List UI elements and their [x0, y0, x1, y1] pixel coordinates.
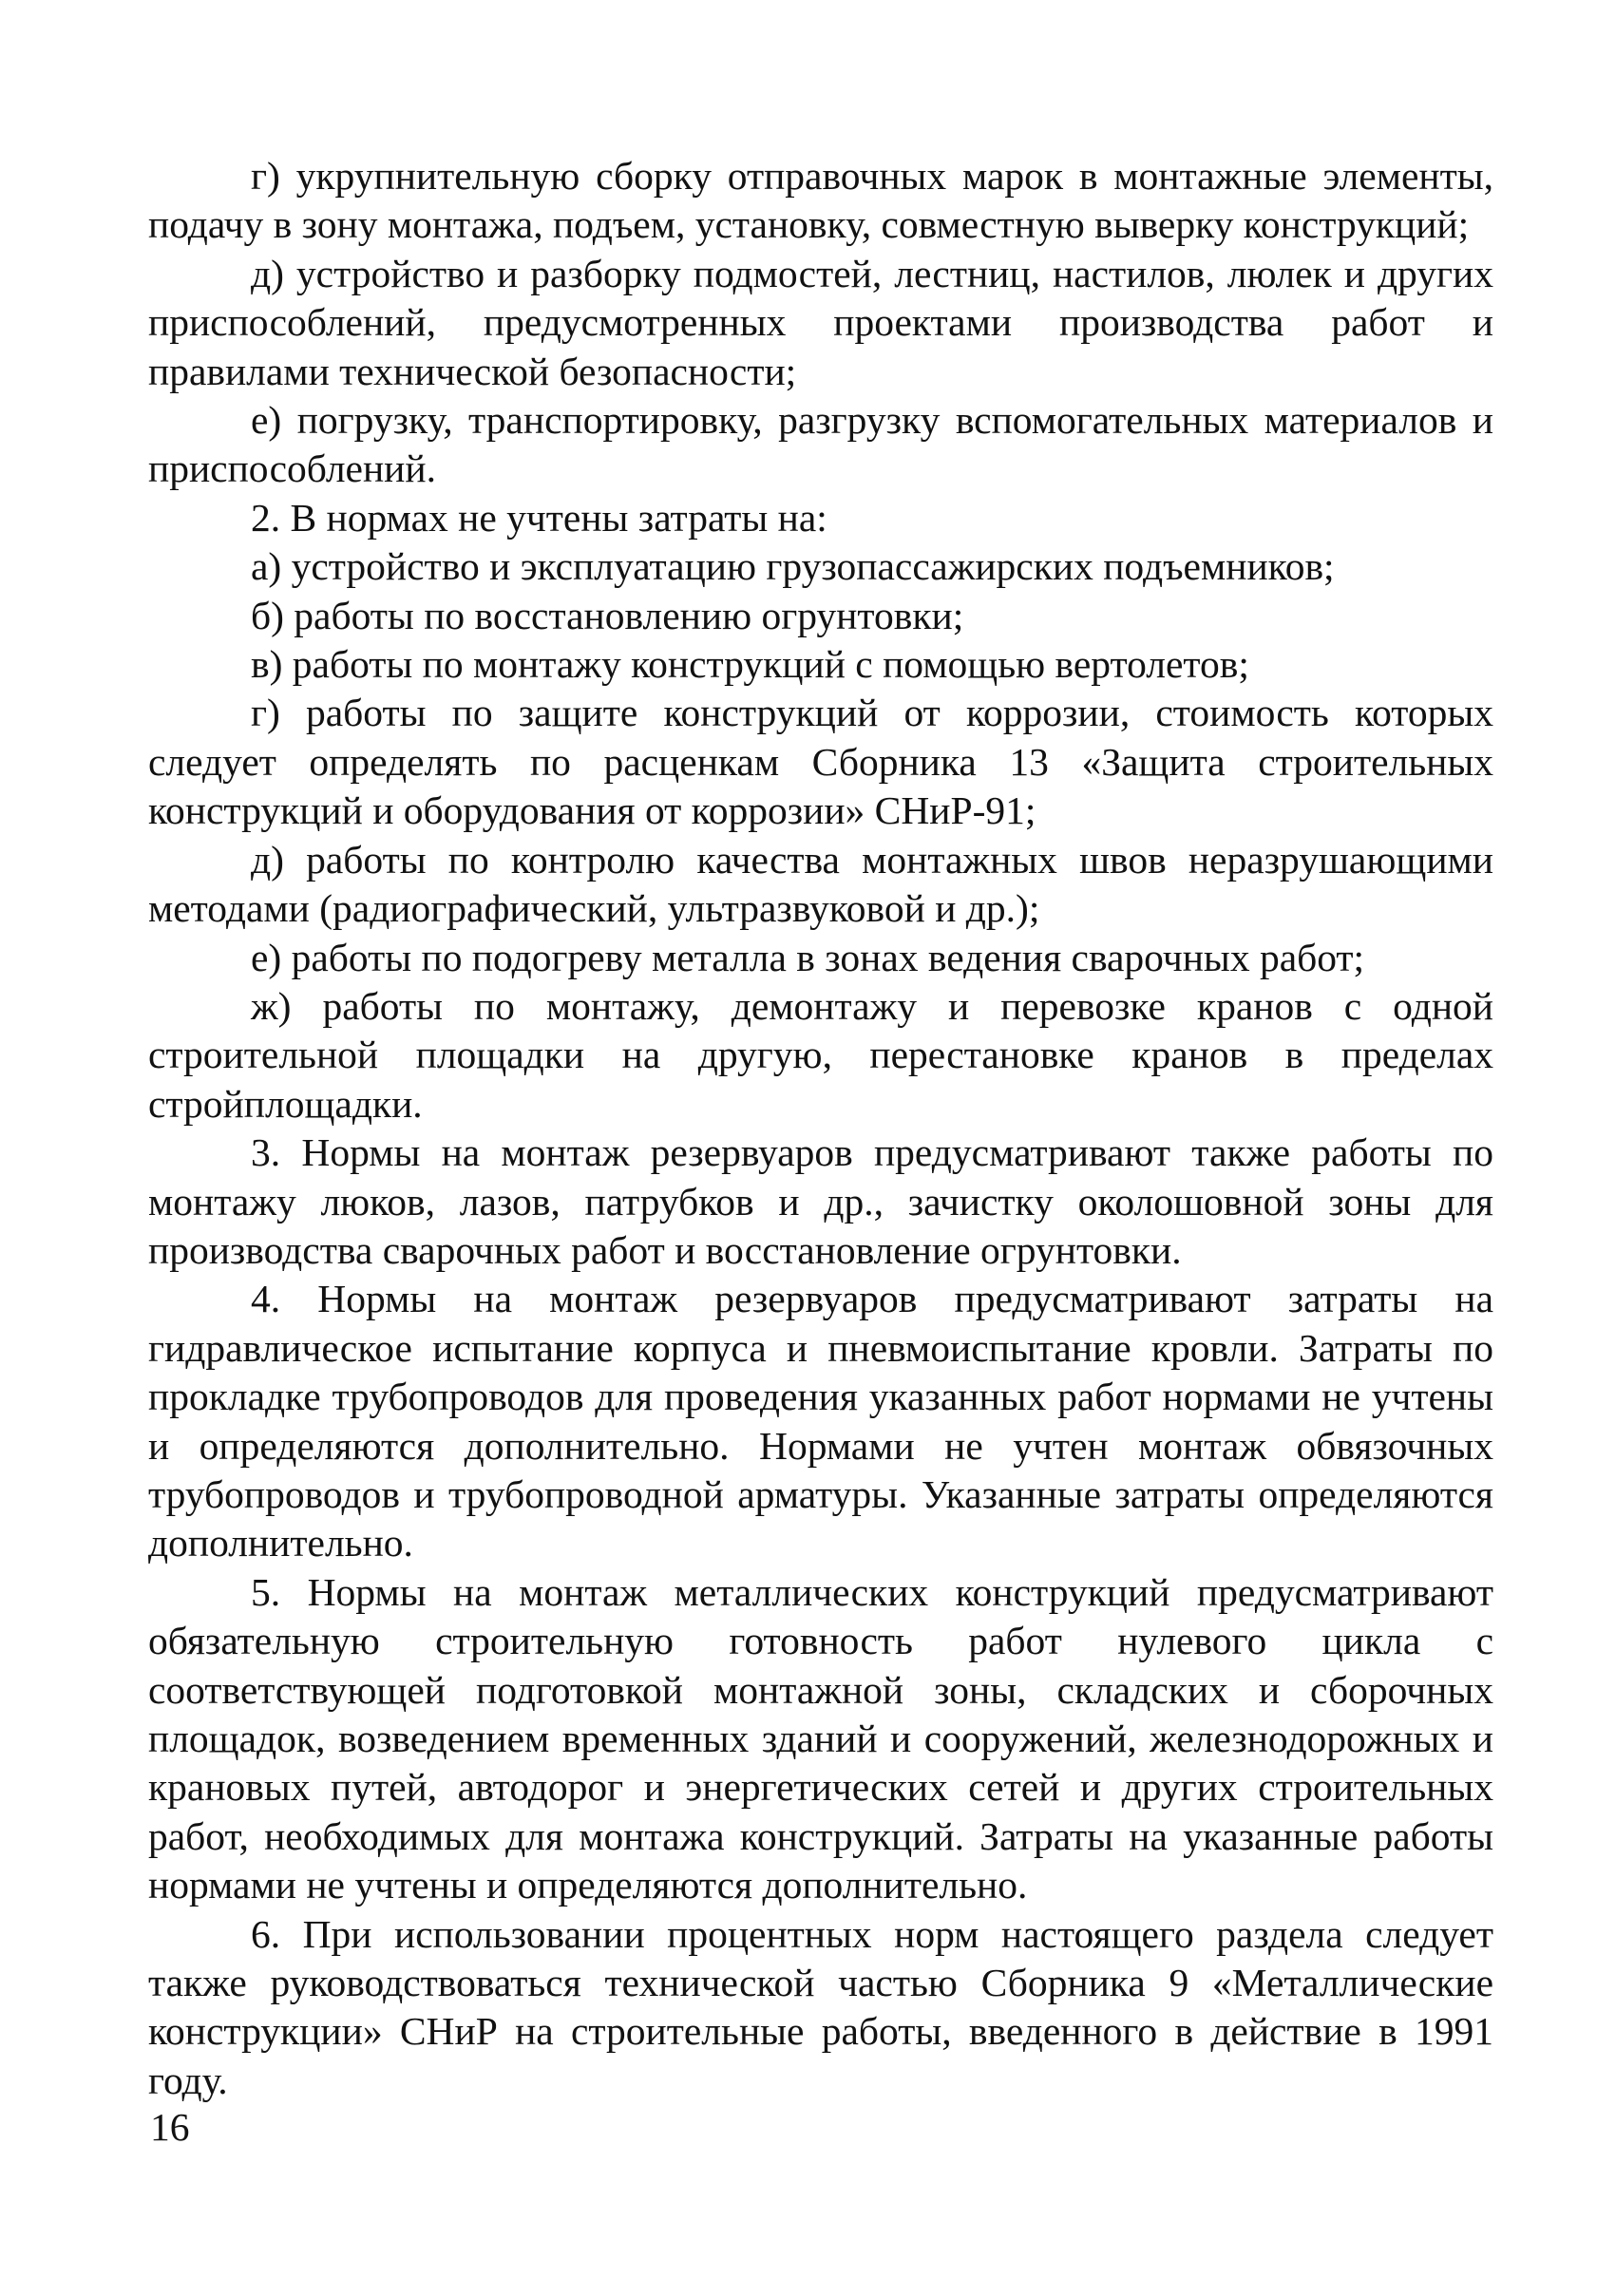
paragraph-item-d-quality-control: д) работы по контролю качества монтажных швов неразрушающими методами (радиографический, ультразвуковой и др.); — [148, 837, 1493, 931]
paragraph-item-d-scaffolding: д) устройство и разборку подмостей, лестниц, настилов, люлек и других приспособлений, предусмотренных проектами производства работ и правилами технической безопасности; — [148, 251, 1493, 393]
document-body — [148, 152, 1493, 2105]
paragraph-6-percent-norms: 6. При использовании процентных норм настоящего раздела следует также руководствоваться технической частью Сборника 9 «Металлические конструкции» СНиР на строительные работы, введенного в действие в 1991 году. — [148, 1911, 1493, 2102]
paragraph-item-zh-cranes: ж) работы по монтажу, демонтажу и перевозке кранов с одной строительной площадки на другую, перестановке кранов в пределах стройплощадки. — [148, 983, 1493, 1126]
paragraph-item-g-corrosion: г) работы по защите конструкций от коррозии, стоимость которых следует определять по расценкам Сборника 13 «Защита строительных конструкций и оборудования от коррозии» СНиР-91; — [148, 691, 1493, 833]
paragraph-item-g-assembly: г) укрупнительную сборку отправочных марок в монтажные элементы, подачу в зону монтажа, подъем, установку, совместную выверку конструкций; — [148, 154, 1493, 247]
paragraph-item-a-lifts: а) устройство и эксплуатацию грузопассажирских подъемников; — [251, 544, 1335, 589]
paragraph-item-b-priming: б) работы по восстановлению огрунтовки; — [251, 593, 964, 637]
paragraph-3-tanks: 3. Нормы на монтаж резервуаров предусматривают также работы по монтажу люков, лазов, патрубков и др., зачистку околошовной зоны для производства сварочных работ и восстановление огрунтовки. — [148, 1130, 1493, 1272]
paragraph-item-e-heating: е) работы по подогреву металла в зонах ведения сварочных работ; — [251, 935, 1365, 979]
page-number: 16 — [150, 2105, 190, 2149]
paragraph-4-testing: 4. Нормы на монтаж резервуаров предусматривают затраты на гидравлическое испытание корпуса и пневмоиспытание кровли. Затраты по прокладке трубопроводов для проведения указанных работ нормами не учтены и определяются дополнительно. Нормами не учтен монтаж обвязочных трубопроводов и трубопроводной арматуры. Указанные затраты определяются дополнительно. — [148, 1277, 1493, 1565]
paragraph-item-e-loading: е) погрузку, транспортировку, разгрузку вспомогательных материалов и приспособлений. — [148, 398, 1493, 491]
paragraph-item-v-helicopters: в) работы по монтажу конструкций с помощью вертолетов; — [251, 642, 1249, 687]
paragraph-2-heading: 2. В нормах не учтены затраты на: — [251, 495, 827, 540]
paragraph-5-readiness: 5. Нормы на монтаж металлических конструкций предусматривают обязательную строительную готовность работ нулевого цикла с соответствующей подготовкой монтажной зоны, складских и сборочных площадок, возведением временных зданий и сооружений, железнодорожных и крановых путей, автодорог и энергетических сетей и других строительных работ, необходимых для монтажа конструкций. Затраты на указанные работы нормами не учтены и определяются дополнительно. — [148, 1569, 1493, 1907]
